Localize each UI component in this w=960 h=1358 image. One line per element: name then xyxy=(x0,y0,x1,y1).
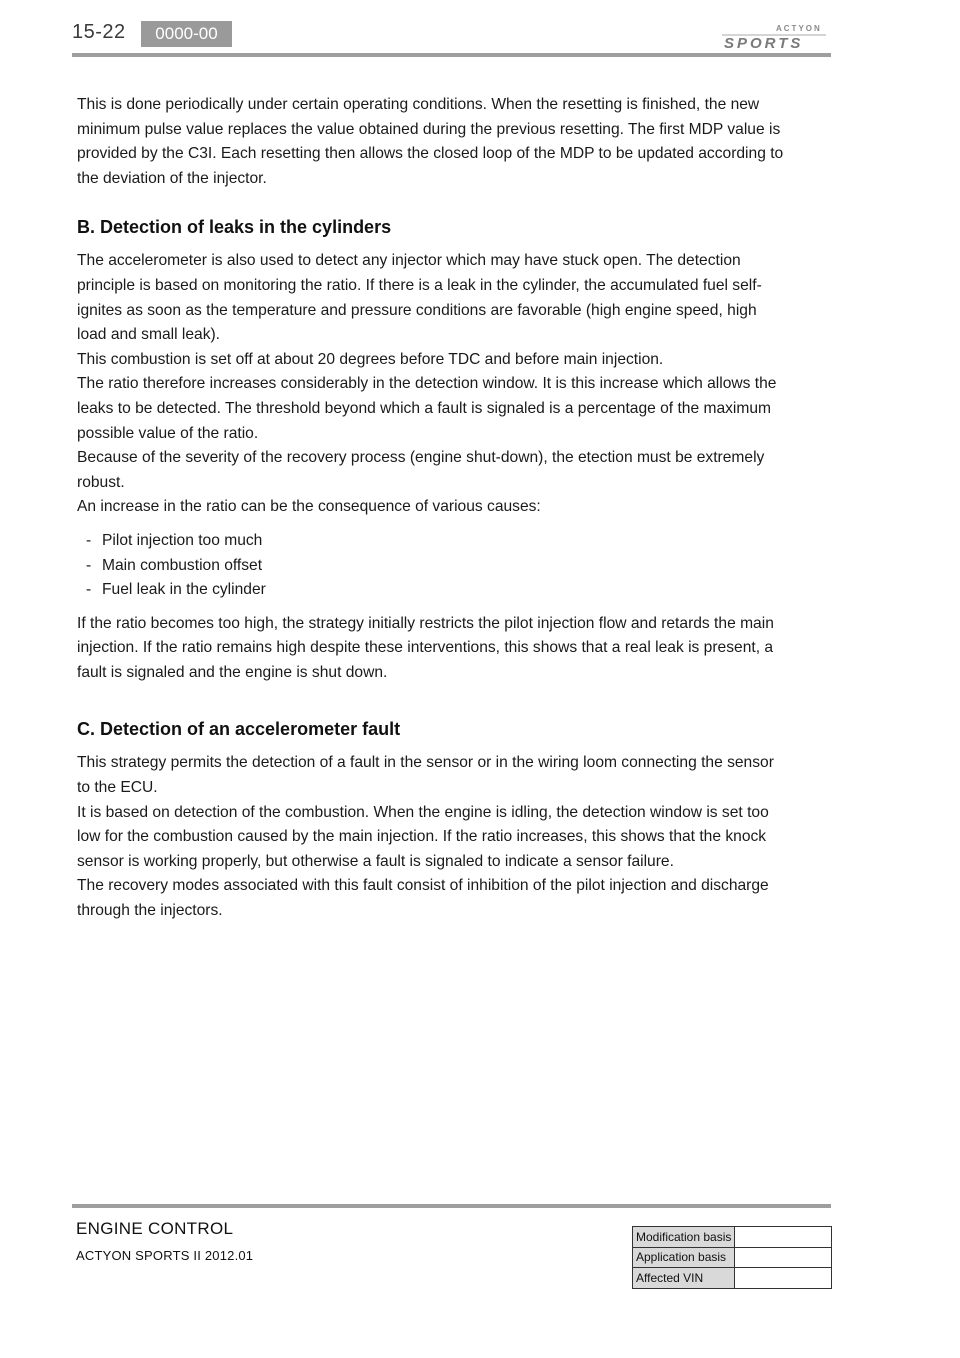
section-c-heading: C. Detection of an accelerometer fault xyxy=(77,719,401,740)
list-item-text: Pilot injection too much xyxy=(102,531,263,549)
footer-rule xyxy=(72,1204,831,1208)
list-item xyxy=(77,554,787,579)
section-b-paragraph-5: An increase in the ratio can be the consequence of various causes: xyxy=(77,498,541,516)
section-c-paragraph-2: It is based on detection of the combustion. When the engine is idling, the detection window is set too low for the combustion caused by the main injection. If the ratio increases, this shows that the knock sensor is working properly, but otherwise a fault is signaled to indicate a sensor failure. xyxy=(77,803,769,870)
page-content xyxy=(77,93,787,924)
footer-model-info: ACTYON SPORTS II 2012.01 xyxy=(76,1248,254,1263)
dash-bullet-icon: - xyxy=(86,556,92,574)
table-value-cell xyxy=(735,1247,832,1268)
page-number: 15-22 xyxy=(72,21,126,43)
section-c-paragraph-1: This strategy permits the detection of a fault in the sensor or in the wiring loom connecting the sensor to the ECU. xyxy=(77,754,774,797)
header-rule xyxy=(72,53,831,57)
actyon-sports-logo xyxy=(718,22,830,50)
table-row xyxy=(633,1247,832,1268)
section-code-badge: 0000-00 xyxy=(141,21,232,47)
causes-list xyxy=(77,529,787,603)
intro-paragraph: This is done periodically under certain operating conditions. When the resetting is finished, the new minimum pulse value replaces the value obtained during the previous resetting. The first MDP value is provided by the C3I. Each resetting then allows the closed loop of the MDP to be updated according to the deviation of the injector. xyxy=(77,96,784,187)
list-item-text: Fuel leak in the cylinder xyxy=(102,581,266,599)
dash-bullet-icon: - xyxy=(86,531,92,549)
section-c-paragraph-3: The recovery modes associated with this fault consist of inhibition of the pilot injection and discharge through the injectors. xyxy=(77,877,769,920)
footer-section-title: ENGINE CONTROL xyxy=(76,1219,234,1238)
table-row xyxy=(633,1227,832,1248)
section-b-paragraph-1: The accelerometer is also used to detect any injector which may have stuck open. The detection principle is based on monitoring the ratio. If there is a leak in the cylinder, the accumulated fuel self-ignites as soon as the temperature and pressure conditions are favorable (high engine speed, high load and small leak). xyxy=(77,252,762,344)
section-b-heading: B. Detection of leaks in the cylinders xyxy=(77,217,392,238)
logo-top-text: ACTYON xyxy=(776,24,822,33)
list-item-text: Main combustion offset xyxy=(102,556,263,574)
section-b-closing-paragraph: If the ratio becomes too high, the strategy initially restricts the pilot injection flow and retards the main injection. If the ratio remains high despite these interventions, this shows that a real leak is present, a fault is signaled and the engine is shut down. xyxy=(77,614,774,681)
section-b-paragraph-3: The ratio therefore increases considerably in the detection window. It is this increase which allows the leaks to be detected. The threshold beyond which a fault is signaled is a percentage of the maximum possible value of the ratio. xyxy=(77,375,777,442)
dash-bullet-icon: - xyxy=(86,581,92,599)
table-label-cell: Modification basis xyxy=(633,1227,735,1248)
basis-table xyxy=(632,1226,832,1289)
table-label-cell: Application basis xyxy=(633,1247,735,1268)
table-value-cell xyxy=(735,1268,832,1289)
list-item xyxy=(77,578,787,603)
table-label-cell: Affected VIN xyxy=(633,1268,735,1289)
list-item xyxy=(77,529,787,554)
section-b-paragraph-4: Because of the severity of the recovery process (engine shut-down), the etection must be extremely robust. xyxy=(77,449,765,491)
logo-bottom-text: SPORTS xyxy=(724,35,804,50)
table-row xyxy=(633,1268,832,1289)
table-value-cell xyxy=(735,1227,832,1248)
section-b-paragraph-2: This combustion is set off at about 20 degrees before TDC and before main injection. xyxy=(77,350,664,368)
